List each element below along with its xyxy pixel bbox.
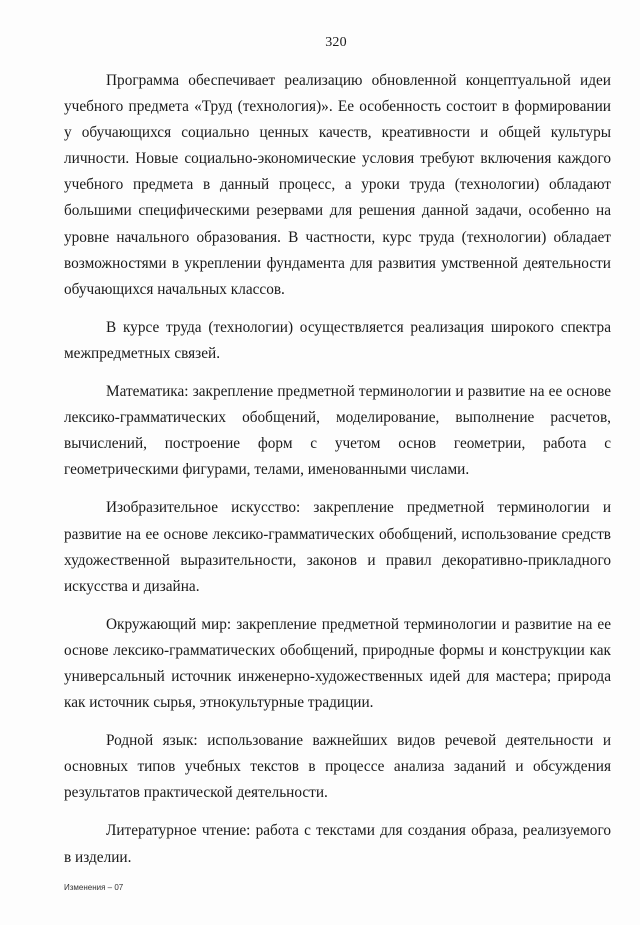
paragraph-interdisciplinary-links: В курсе труда (технологии) осуществляется реализация широкого спектра межпредметных связей. [64, 318, 611, 362]
page-number: 320 [325, 35, 347, 50]
paragraph-native-language: Родной язык: использование важнейших видов речевой деятельности и основных типов учебных текстов в процессе анализа заданий и обсуждения результатов практической деятельности. [64, 732, 611, 802]
paragraph-program-intro: Программа обеспечивает реализацию обновленной концептуальной идеи учебного предмета «Труд (технология)». Ее особенность состоит в формировании у обучающихся социально ценных качеств, креативности и общей культуры личности. Новые социально-экономические условия требуют включения каждого учебного предмета в данный процесс, а уроки труда (технологии) обладают большими специфическими резервами для решения данной задачи, особенно на уровне начального образования. В частности, курс труда (технологии) обладает возможностями в укреплении фундамента для развития умственной деятельности обучающихся начальных классов. [64, 72, 611, 298]
paragraph-fine-arts: Изобразительное искусство: закрепление предметной терминологии и развитие на ее основе лексико-грамматических обобщений, использование средств художественной выразительности, законов и правил декоративно-прикладного искусства и дизайна. [64, 499, 611, 595]
footer-revision-note: Изменения – 07 [64, 883, 124, 892]
document-body [64, 68, 611, 883]
paragraph-mathematics: Математика: закрепление предметной терминологии и развитие на ее основе лексико-грамматических обобщений, моделирование, выполнение расчетов, вычислений, построение форм с учетом основ геометрии, работа с геометрическими фигурами, телами, именованными числами. [64, 383, 611, 479]
paragraph-literary-reading: Литературное чтение: работа с текстами для создания образа, реализуемого в изделии. [64, 822, 611, 866]
paragraph-world-around: Окружающий мир: закрепление предметной терминологии и развитие на ее основе лексико-грамматических обобщений, природные формы и конструкции как универсальный источник инженерно-художественных идей для мастера; природа как источник сырья, этнокультурные традиции. [64, 615, 611, 712]
